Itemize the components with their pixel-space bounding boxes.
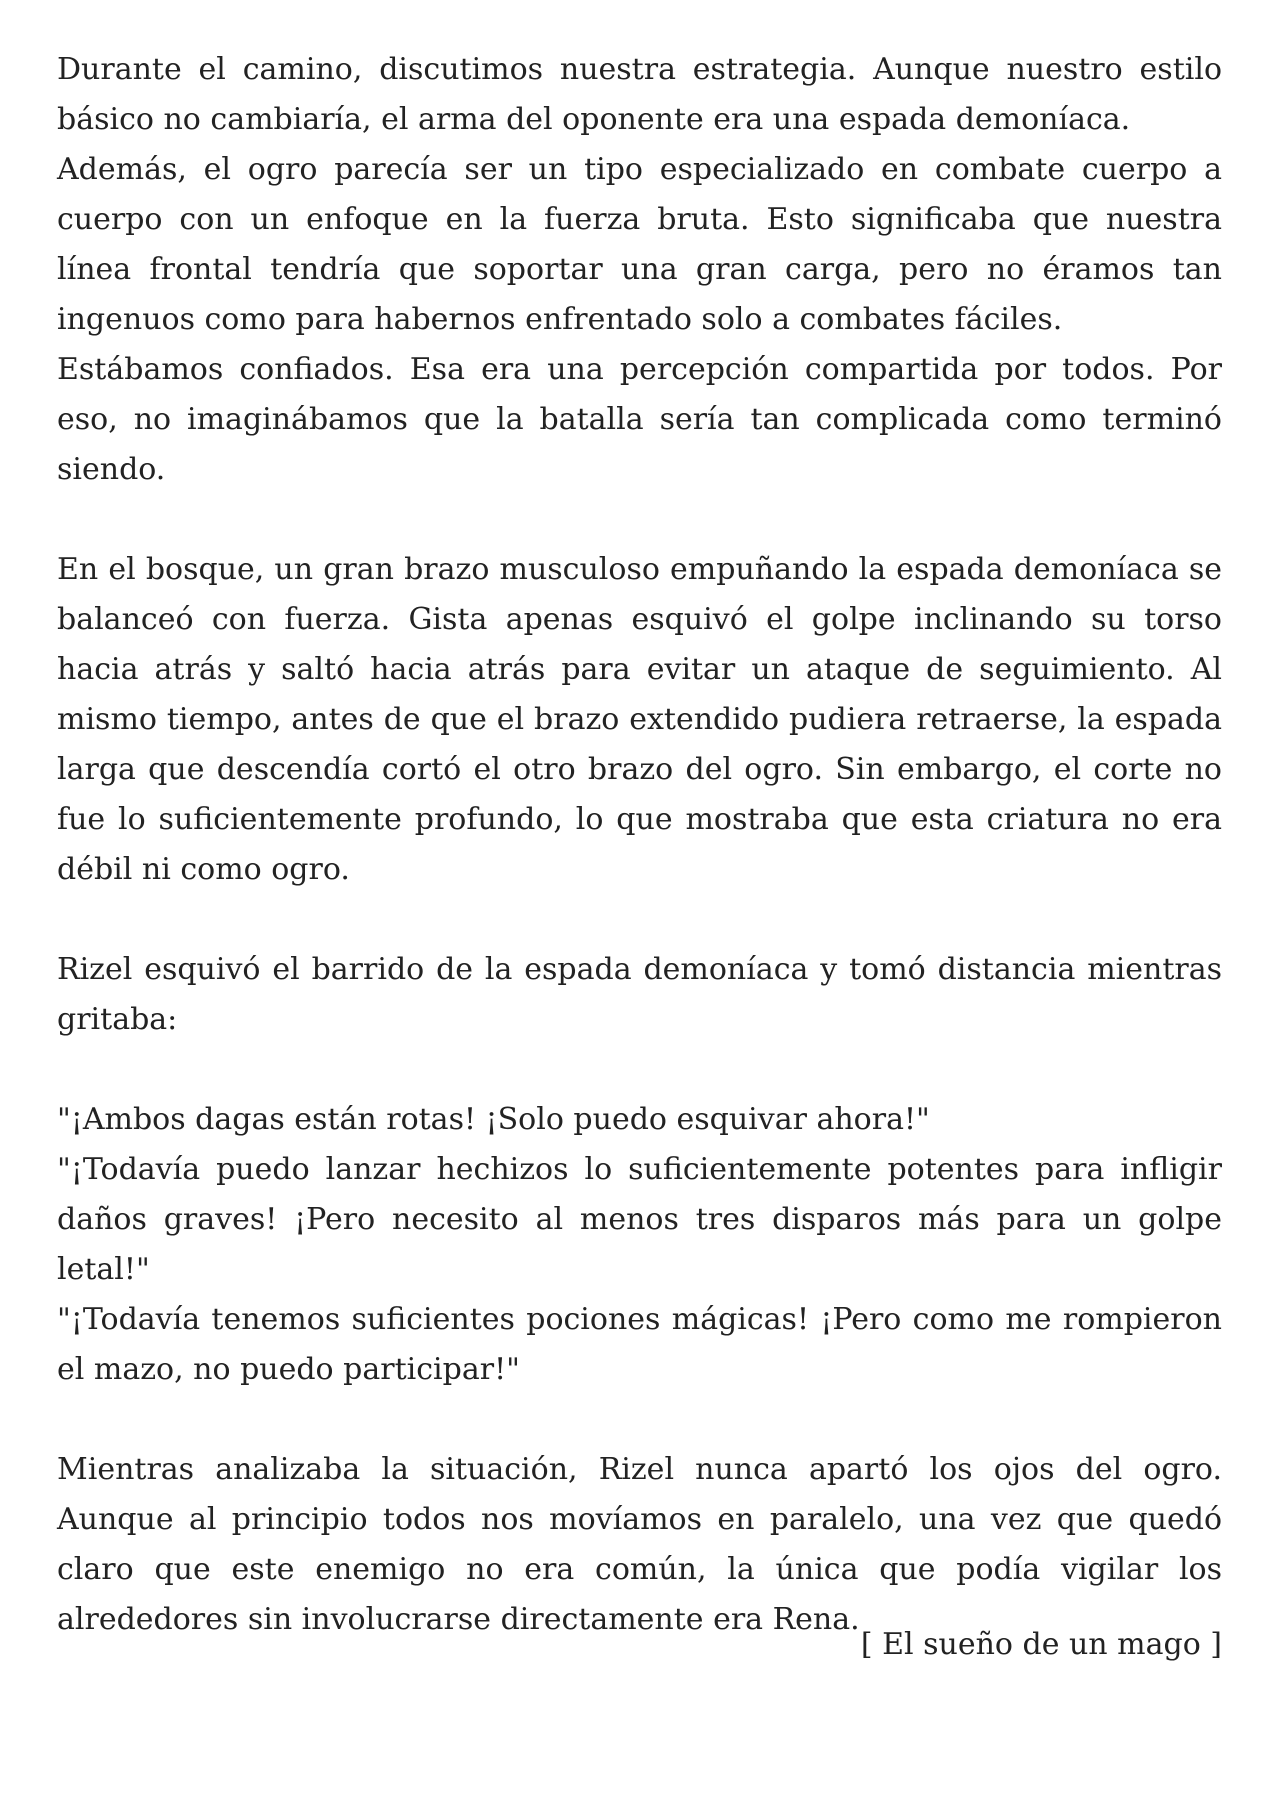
paragraph-gap (57, 495, 1222, 545)
dialogue-line-potions: "¡Todavía tenemos suficientes pociones mágicas! ¡Pero como me rompieron el mazo, no puedo participar!" (57, 1302, 1222, 1387)
paragraph-confidence: Estábamos confiados. Esa era una percepción compartida por todos. Por eso, no imaginábamos que la batalla sería tan complicada como terminó siendo. (57, 352, 1222, 487)
dialogue-line-spells: "¡Todavía puedo lanzar hechizos lo suficientemente potentes para infligir daños graves! ¡Pero necesito al menos tres disparos más para un golpe letal!" (57, 1152, 1222, 1287)
dialogue-line-daggers: "¡Ambos dagas están rotas! ¡Solo puedo esquivar ahora!" (57, 1102, 930, 1137)
book-title-footer: [ El sueño de un mago ] (860, 1627, 1222, 1662)
document-body (57, 45, 1222, 1645)
paragraph-rizel-analysis: Mientras analizaba la situación, Rizel nunca apartó los ojos del ogro. Aunque al principio todos nos movíamos en paralelo, una vez que quedó claro que este enemigo no era común, la única que podía vigilar los alrededores sin involucrarse directamente era Rena. (57, 1452, 1222, 1637)
paragraph-forest-fight: En el bosque, un gran brazo musculoso empuñando la espada demoníaca se balanceó con fuerza. Gista apenas esquivó el golpe inclinando su torso hacia atrás y saltó hacia atrás para evitar un ataque de seguimiento. Al mismo tiempo, antes de que el brazo extendido pudiera retraerse, la espada larga que descendía cortó el otro brazo del ogro. Sin embargo, el corte no fue lo suficientemente profundo, lo que mostraba que esta criatura no era débil ni como ogro. (57, 552, 1222, 887)
paragraph-gap (57, 1045, 1222, 1095)
paragraph-ogre-type: Además, el ogro parecía ser un tipo especializado en combate cuerpo a cuerpo con un enfoque en la fuerza bruta. Esto significaba que nuestra línea frontal tendría que soportar una gran carga, pero no éramos tan ingenuos como para habernos enfrentado solo a combates fáciles. (57, 152, 1222, 337)
paragraph-rizel-dodge: Rizel esquivó el barrido de la espada demoníaca y tomó distancia mientras gritaba: (57, 952, 1222, 1037)
paragraph-strategy: Durante el camino, discutimos nuestra estrategia. Aunque nuestro estilo básico no cambiaría, el arma del oponente era una espada demoníaca. (57, 52, 1222, 137)
paragraph-gap (57, 1395, 1222, 1445)
paragraph-gap (57, 895, 1222, 945)
